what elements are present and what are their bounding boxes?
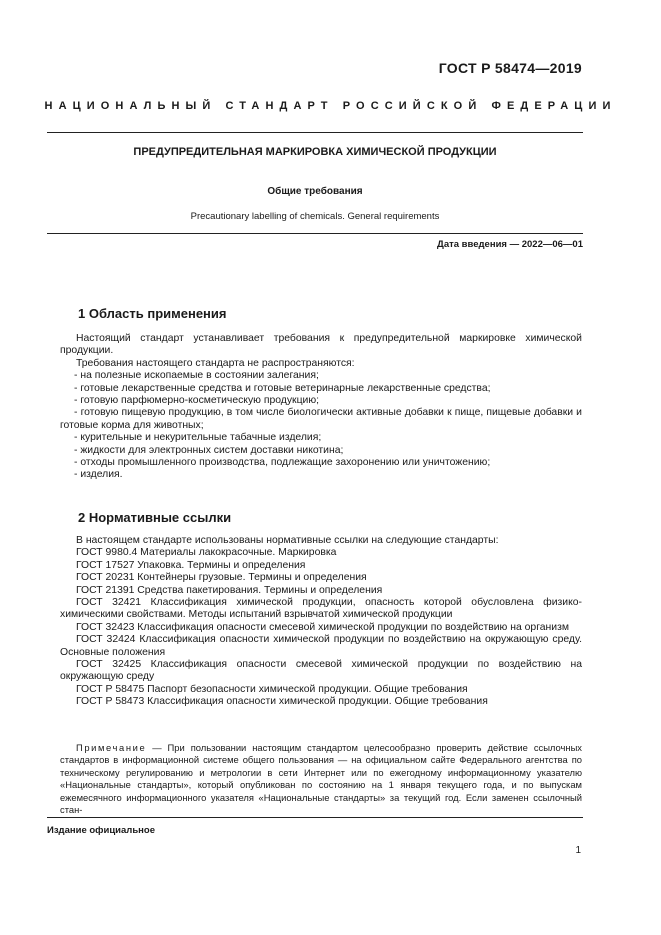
- document-title: ПРЕДУПРЕДИТЕЛЬНАЯ МАРКИРОВКА ХИМИЧЕСКОЙ ПРОДУКЦИИ: [133, 146, 497, 158]
- section-1-heading: 1 Область применения: [78, 306, 227, 321]
- reference-item: ГОСТ 17527 Упаковка. Термины и определения: [76, 559, 306, 571]
- list-item: - жидкости для электронных систем доставки никотина;: [74, 444, 344, 456]
- reference-item: ГОСТ 32424 Классификация опасности химической продукции по воздействию на окружающую среду. Основные положения: [60, 634, 582, 658]
- page-number: 1: [575, 845, 581, 856]
- footer-rule: [47, 817, 583, 818]
- note: [60, 742, 582, 816]
- reference-item: ГОСТ Р 58475 Паспорт безопасности химической продукции. Общие требования: [76, 683, 468, 695]
- standard-code: ГОСТ Р 58474—2019: [438, 60, 582, 76]
- reference-item: ГОСТ 32425 Классификация опасности смесевой химической продукции по воздействию на окружающую среду: [60, 659, 582, 683]
- document-subtitle: Общие требования: [267, 186, 363, 197]
- paragraph: Требования настоящего стандарта не распространяются:: [76, 357, 355, 369]
- list-item: - на полезные ископаемые в состоянии залегания;: [74, 370, 319, 382]
- list-item: - готовые лекарственные средства и готовые ветеринарные лекарственные средства;: [74, 382, 491, 394]
- national-standard-banner: НАЦИОНАЛЬНЫЙ СТАНДАРТ РОССИЙСКОЙ ФЕДЕРАЦИИ: [44, 100, 617, 112]
- list-item: - отходы промышленного производства, подлежащие захоронению или уничтожению;: [74, 457, 491, 469]
- paragraph: Настоящий стандарт устанавливает требования к предупредительной маркировке химической продукции.: [60, 333, 582, 357]
- english-title: Precautionary labelling of chemicals. General requirements: [190, 211, 440, 222]
- note-label: Примечание: [76, 742, 147, 753]
- reference-item: ГОСТ Р 58473 Классификация опасности химической продукции. Общие требования: [76, 696, 488, 708]
- top-rule: [47, 132, 583, 133]
- reference-item: ГОСТ 21391 Средства пакетирования. Термины и определения: [76, 584, 383, 596]
- list-item: - готовую парфюмерно-косметическую продукцию;: [74, 395, 320, 407]
- note-text: — При пользовании настоящим стандартом целесообразно проверить действие ссылочных стандартов в информационной системе общего пользования — на официальном сайте Федерального агентства по техническому регулированию и метрологии в сети Интернет или по ежегодному информационному указателю «Национальные стандарты», который опубликован по состоянию на 1 января текущего года, и по выпускам ежемесячного информационного указателя «Национальные стандарты» за текущий год. Если заменен ссылочный стан-: [60, 742, 582, 816]
- reference-item: ГОСТ 32423 Классификация опасности смесевой химической продукции по воздействию на организм: [76, 621, 569, 633]
- section-2-body: [60, 535, 582, 709]
- list-item: - курительные и некурительные табачные изделия;: [74, 432, 322, 444]
- section-1-body: [60, 333, 582, 482]
- section-2-heading: 2 Нормативные ссылки: [78, 510, 232, 525]
- reference-item: ГОСТ 9980.4 Материалы лакокрасочные. Маркировка: [76, 547, 337, 559]
- official-edition-label: Издание официальное: [47, 825, 155, 836]
- paragraph: В настоящем стандарте использованы нормативные ссылки на следующие стандарты:: [76, 535, 499, 546]
- introduction-date: Дата введения — 2022—06—01: [437, 239, 583, 250]
- reference-item: ГОСТ 32421 Классификация химической продукции, опасность которой обусловлена физико-химическими свойствами. Методы испытаний взрывчатой химической продукции: [60, 597, 582, 621]
- reference-item: ГОСТ 20231 Контейнеры грузовые. Термины и определения: [76, 572, 367, 584]
- list-item: - готовую пищевую продукцию, в том числе биологически активные добавки к пище, пищевые добавки и готовые корма для животных;: [60, 407, 582, 431]
- title-rule: [47, 233, 583, 234]
- list-item: - изделия.: [74, 469, 123, 481]
